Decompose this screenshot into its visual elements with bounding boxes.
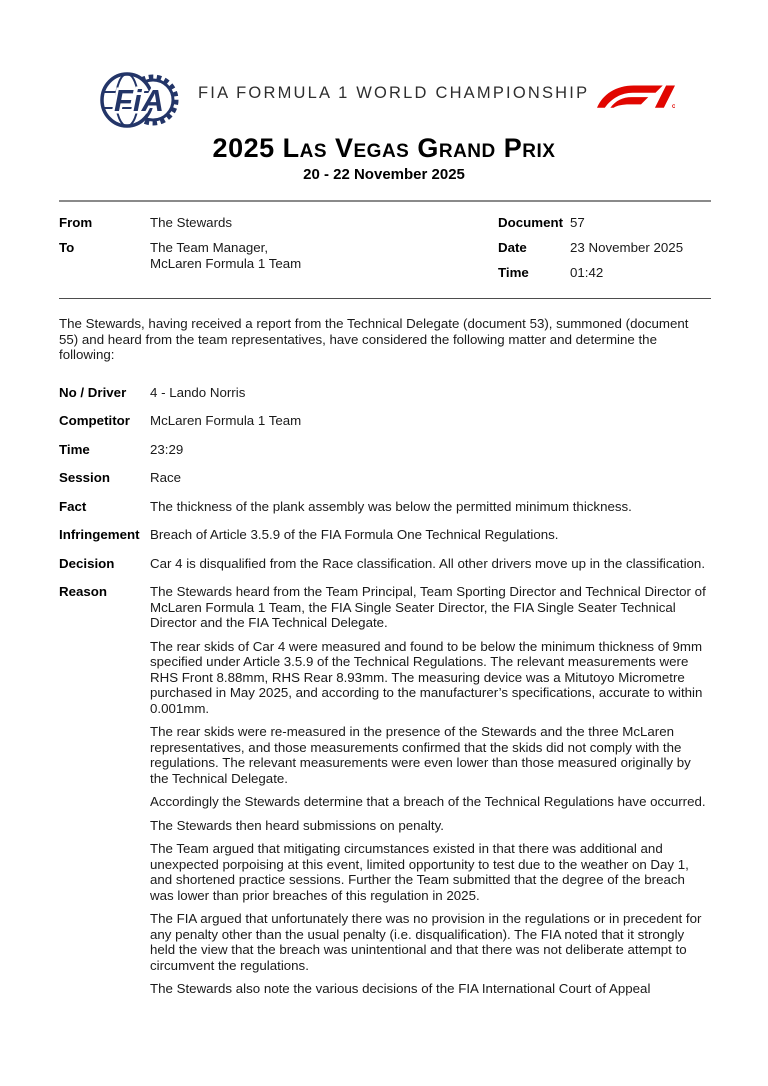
reason-paragraph: The Stewards heard from the Team Principal, Team Sporting Director and Technical Director of McLaren Formula 1 Team, the FIA Single Seater Director, the FIA Single Seater Technical Director and the FIA Technical Delegate.	[150, 584, 706, 630]
fia-logo-icon	[99, 62, 181, 138]
field-label: Session	[59, 470, 110, 485]
field-row-competitor	[59, 413, 711, 429]
meta-row-to	[59, 240, 301, 272]
time-value: 01:42	[570, 265, 604, 280]
reason-paragraphs	[150, 584, 711, 997]
field-row-time	[59, 442, 711, 458]
reason-paragraph: The rear skids of Car 4 were measured and found to be below the minimum thickness of 9mm specified under Article 3.5.9 of the Technical Regulations. The relevant measurements were RHS Front 8.88mm, RHS Rear 8.93mm. The measuring device was a Mitutoyo Micrometre purchased in May 2025, and according to the manufacturer’s specifications, accurate to within 0.001mm.	[150, 638, 703, 716]
field-row-fact	[59, 499, 711, 515]
reason-paragraph: The FIA argued that unfortunately there was no provision in the regulations or in precedent for any penalty other than the usual penalty (i.e. disqualification). The FIA noted that it strongly held the view that the breach was unintentional and that there was not deliberate attempt to circumvent the regulations.	[150, 911, 702, 973]
meta-row-from	[59, 215, 301, 231]
field-label: No / Driver	[59, 384, 127, 400]
field-label: Reason	[59, 584, 108, 599]
date-label: Date	[498, 240, 527, 255]
f1-logo-icon	[597, 77, 675, 114]
meta-row-document	[498, 215, 683, 231]
time-label: Time	[498, 265, 529, 280]
reason-paragraph: Accordingly the Stewards determine that a breach of the Technical Regulations have occurred.	[150, 794, 706, 809]
event-title: 2025 Las Vegas Grand Prix	[212, 133, 556, 163]
meta-right-column	[498, 215, 683, 290]
field-row-session	[59, 470, 711, 486]
field-value: Race	[150, 470, 182, 485]
field-value: The thickness of the plank assembly was below the permitted minimum thickness.	[150, 498, 632, 514]
reason-paragraph: The Stewards then heard submissions on penalty.	[150, 817, 444, 833]
document-value: 57	[570, 215, 585, 230]
intro-paragraph: The Stewards, having received a report from the Technical Delegate (document 53), summoned (document 55) and heard from the team representatives, have considered the following matter and determine the following:	[59, 316, 689, 362]
to-line-2: McLaren Formula 1 Team	[150, 256, 302, 271]
field-label: Competitor	[59, 413, 130, 428]
meta-row-time	[498, 265, 683, 281]
document-body	[59, 299, 711, 997]
field-value: McLaren Formula 1 Team	[150, 413, 302, 428]
meta-left-column	[59, 215, 301, 281]
reason-paragraph: The Team argued that mitigating circumstances existed in that there was additional and unexpected porpoising at this event, limited opportunity to test due to the weather on Day 1, and shortened practice sessions. Further the Team submitted that the degree of the breach was lower than prior breaches of this regulation in 2025.	[150, 841, 689, 903]
reason-paragraph: The Stewards also note the various decisions of the FIA International Court of Appeal	[150, 981, 651, 996]
title-block	[0, 133, 768, 183]
meta-row-date	[498, 240, 683, 256]
meta-table	[59, 202, 711, 298]
field-value: 23:29	[150, 441, 184, 457]
field-label: Decision	[59, 555, 115, 571]
field-label: Infringement	[59, 527, 140, 542]
to-label: To	[59, 240, 75, 255]
document-label: Document	[498, 215, 564, 230]
field-value: Breach of Article 3.5.9 of the FIA Formula One Technical Regulations.	[150, 527, 559, 542]
field-row-infringement	[59, 527, 711, 543]
to-value	[150, 240, 301, 272]
field-value: 4 - Lando Norris	[150, 384, 246, 400]
from-label: From	[59, 215, 93, 230]
field-label: Fact	[59, 498, 87, 514]
event-dates: 20 - 22 November 2025	[303, 166, 465, 183]
from-value: The Stewards	[150, 215, 233, 230]
document-header	[0, 0, 768, 200]
svg-text:FiA: FiA	[114, 83, 164, 118]
date-value: 23 November 2025	[570, 240, 684, 255]
field-label: Time	[59, 441, 90, 457]
championship-wordmark: FIA FORMULA 1 WORLD CHAMPIONSHIP	[198, 84, 590, 102]
reason-paragraph: The rear skids were re-measured in the presence of the Stewards and the three McLaren representatives, and those measurements confirmed that the skids did not comply with the regulations. The relevant measurements were even lower than those measured originally by the Technical Delegate.	[150, 724, 691, 786]
field-row-reason	[59, 584, 711, 997]
field-row-no-driver	[59, 385, 711, 401]
to-line-1: The Team Manager,	[150, 240, 269, 255]
field-value: Car 4 is disqualified from the Race classification. All other drivers move up in the classification.	[150, 555, 706, 571]
field-row-decision	[59, 556, 711, 572]
